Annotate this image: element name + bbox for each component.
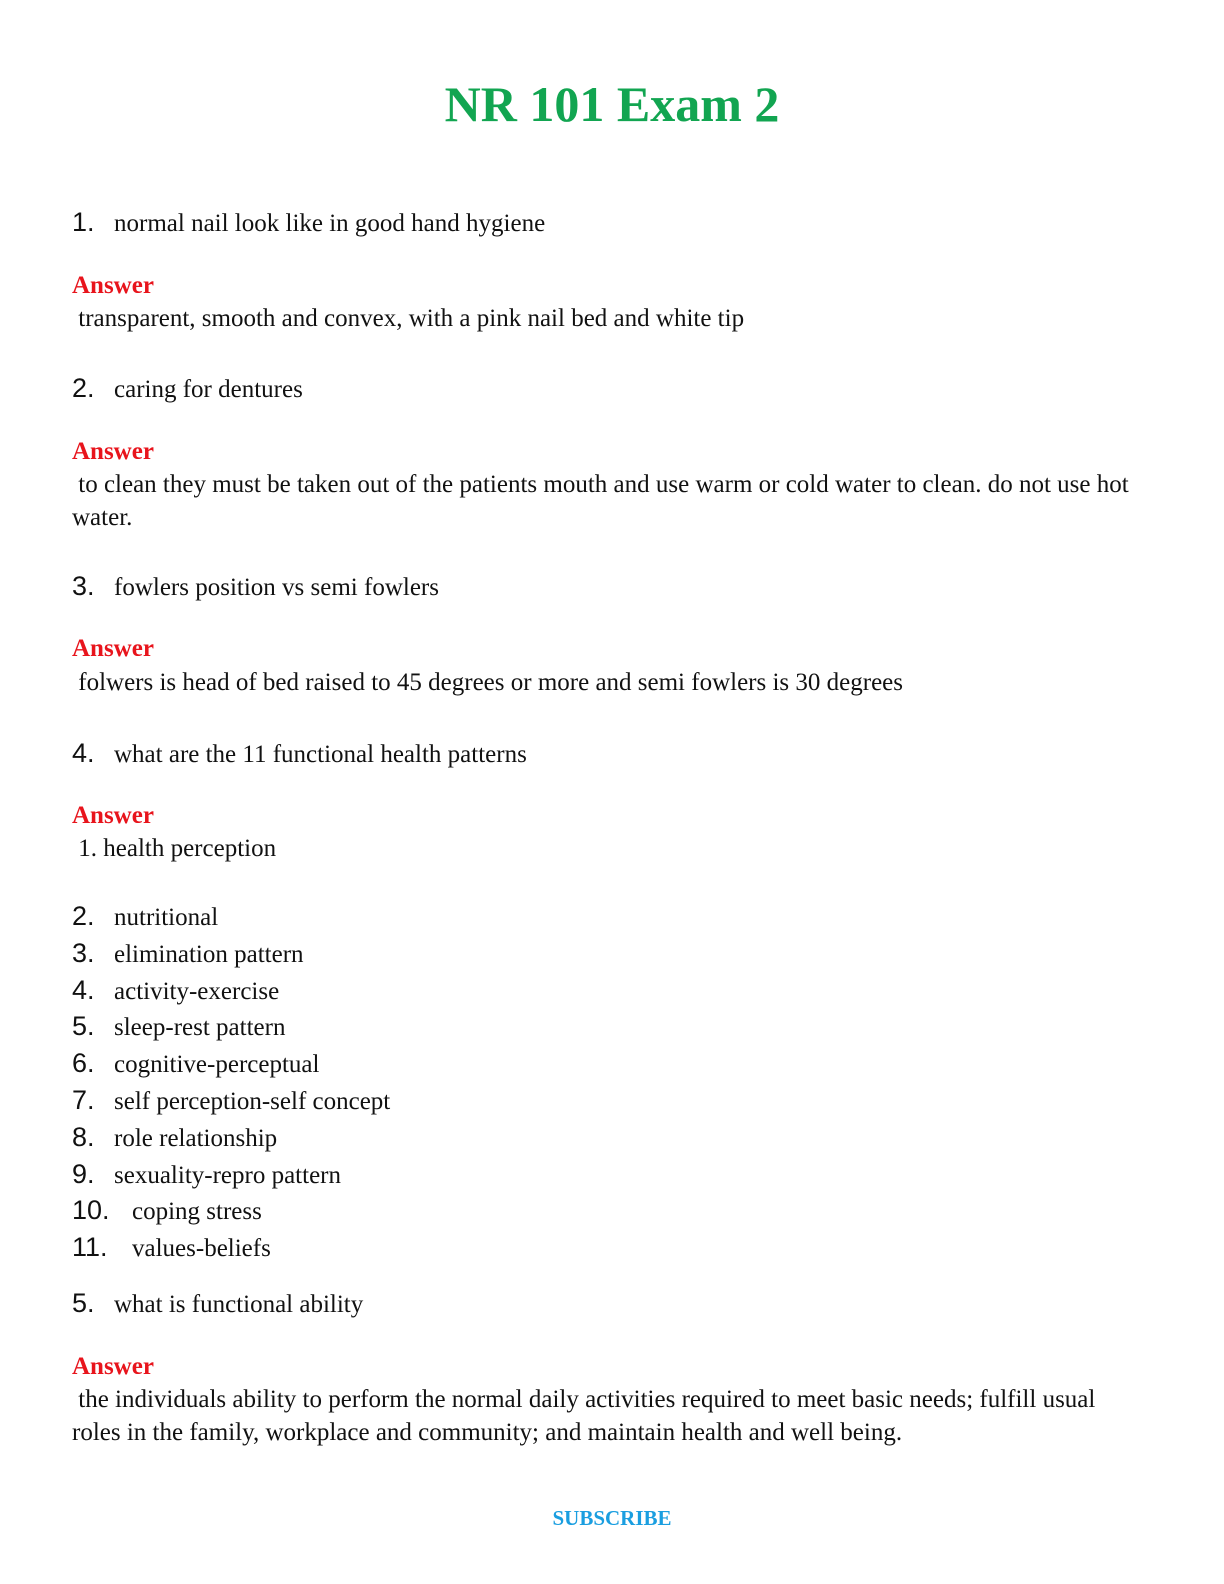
list-number: 9.	[72, 1158, 95, 1189]
answer-label: Answer	[72, 802, 154, 829]
question-text: normal nail look like in good hand hygiene	[114, 210, 546, 237]
question-number: 3.	[72, 571, 95, 601]
list-number: 2.	[72, 901, 95, 931]
list-number: 8.	[72, 1121, 95, 1152]
list-item	[72, 1157, 390, 1194]
question-1	[72, 206, 545, 240]
list-text: self perception-self concept	[114, 1087, 391, 1115]
list-number: 5.	[72, 1011, 95, 1042]
answer-text: the individuals ability to perform the normal daily activities required to meet basic needs; fulfill usual roles in the family, workplace and community; and maintain health and well being.	[72, 1386, 1102, 1446]
list-text: values-beliefs	[132, 1235, 271, 1263]
list-text: sleep-rest pattern	[114, 1014, 286, 1042]
list-item	[72, 899, 390, 936]
list-text: activity-exercise	[114, 977, 280, 1005]
question-number: 2.	[72, 373, 95, 403]
page-title: NR 101 Exam 2	[444, 76, 780, 132]
list-number: 4.	[72, 974, 95, 1005]
list-number: 3.	[72, 937, 95, 968]
question-2	[72, 372, 303, 406]
question-number: 4.	[72, 738, 95, 768]
list-number: 10.	[72, 1195, 110, 1226]
list-text: elimination pattern	[114, 940, 304, 968]
question-text: what are the 11 functional health patterns	[114, 741, 527, 768]
answer-text: transparent, smooth and convex, with a pink nail bed and white tip	[72, 305, 745, 332]
answer-text: to clean they must be taken out of the patients mouth and use warm or cold water to clean. do not use hot water.	[72, 471, 1135, 531]
list-item	[72, 1046, 390, 1083]
functional-patterns-list	[72, 899, 390, 1267]
list-item	[72, 1230, 390, 1267]
list-item	[72, 1083, 390, 1120]
list-text: coping stress	[132, 1198, 262, 1226]
list-item	[72, 936, 390, 973]
question-4	[72, 737, 527, 771]
subscribe-link[interactable]: SUBSCRIBE	[552, 1506, 672, 1530]
list-number: 7.	[72, 1084, 95, 1115]
list-item	[72, 973, 390, 1010]
list-text: cognitive-perceptual	[114, 1051, 320, 1079]
answer-text: folwers is head of bed raised to 45 degrees or more and semi fowlers is 30 degrees	[72, 669, 903, 696]
question-text: fowlers position vs semi fowlers	[114, 574, 439, 601]
answer-label: Answer	[72, 1353, 154, 1380]
list-item	[72, 1009, 390, 1046]
answer-label: Answer	[72, 272, 154, 299]
question-3	[72, 570, 439, 604]
list-text: sexuality-repro pattern	[114, 1161, 341, 1189]
question-5	[72, 1287, 363, 1321]
list-text: nutritional	[114, 904, 219, 931]
answer-label: Answer	[72, 635, 154, 662]
list-text: role relationship	[114, 1124, 278, 1152]
question-text: what is functional ability	[114, 1291, 364, 1318]
question-number: 1.	[72, 207, 95, 237]
list-item	[72, 1120, 390, 1157]
list-item	[72, 1193, 390, 1230]
list-number: 11.	[72, 1232, 108, 1263]
question-number: 5.	[72, 1288, 95, 1318]
question-text: caring for dentures	[114, 376, 303, 403]
list-number: 6.	[72, 1048, 95, 1079]
answer-label: Answer	[72, 438, 154, 465]
answer-text: 1. health perception	[72, 835, 277, 862]
